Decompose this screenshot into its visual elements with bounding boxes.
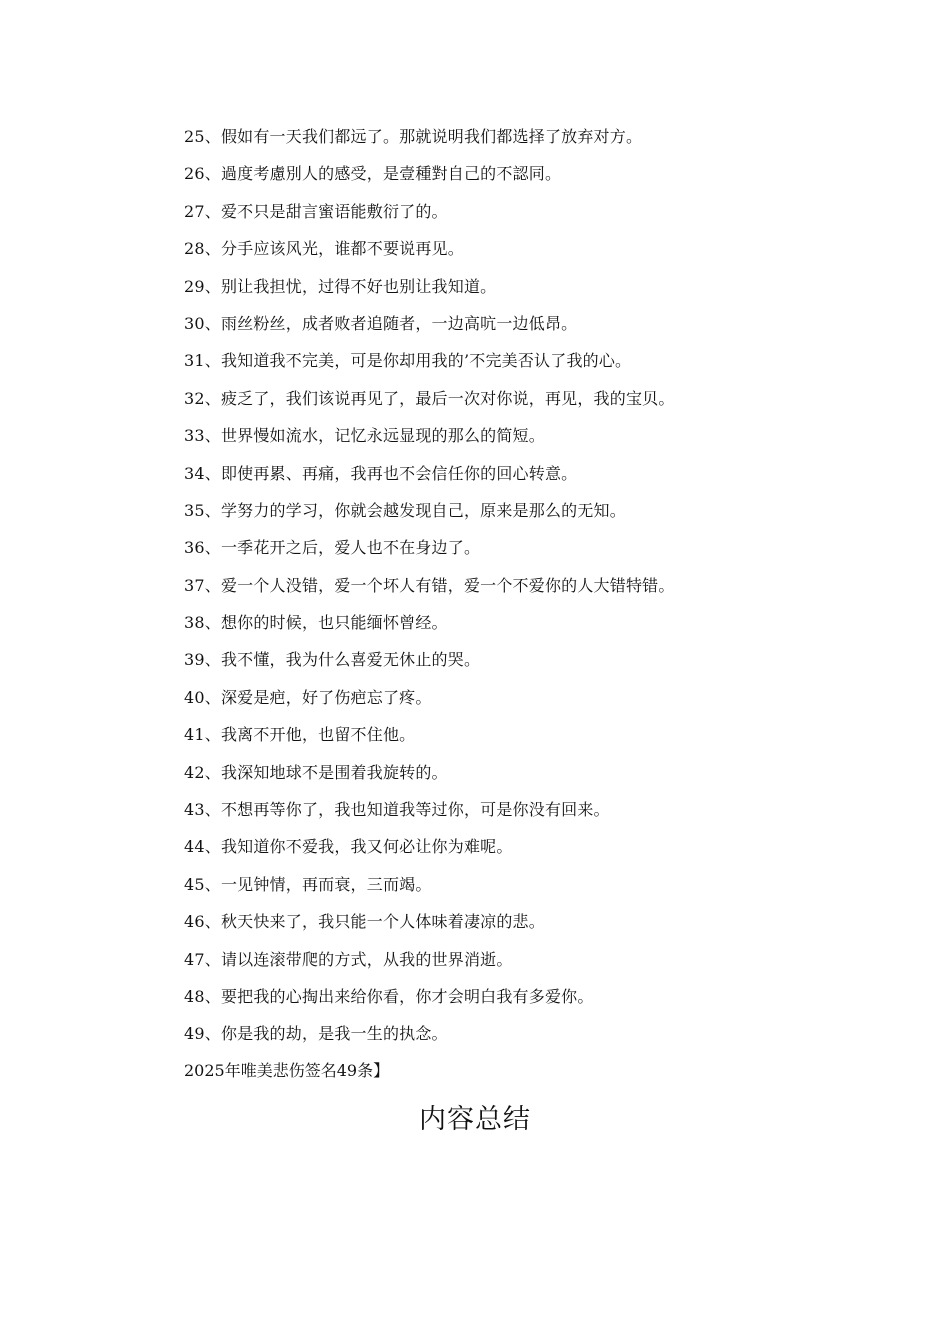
list-item: 38、想你的时候，也只能缅怀曾经。 — [184, 613, 448, 633]
list-item: 39、我不懂，我为什么喜爱无休止的哭。 — [184, 650, 481, 670]
list-item: 49、你是我的劫，是我一生的执念。 — [184, 1024, 448, 1044]
list-item: 32、疲乏了，我们该说再见了，最后一次对你说，再见，我的宝贝。 — [184, 388, 675, 408]
list-item: 47、请以连滚带爬的方式，从我的世界消逝。 — [184, 949, 513, 969]
list-item: 40、深爱是疤，好了伤疤忘了疼。 — [184, 687, 432, 707]
list-item: 29、别让我担忧，过得不好也别让我知道。 — [184, 276, 497, 296]
summary-heading: 内容总结 — [419, 1104, 531, 1135]
list-item: 35、学努力的学习，你就会越发现自己，原来是那么的无知。 — [184, 500, 626, 520]
list-item: 33、世界慢如流水，记忆永远显现的那么的简短。 — [184, 426, 545, 446]
list-item: 48、要把我的心掏出来给你看，你才会明白我有多爱你。 — [184, 986, 594, 1006]
list-item: 27、爱不只是甜言蜜语能敷衍了的。 — [184, 201, 448, 221]
list-item: 37、爱一个人没错，爱一个坏人有错，爱一个不爱你的人大错特错。 — [184, 575, 675, 595]
list-item: 31、我知道我不完美，可是你却用我的’不完美否认了我的心。 — [184, 351, 632, 371]
quote-list — [184, 124, 884, 1059]
list-item: 25、假如有一天我们都远了。那就说明我们都选择了放弃对方。 — [184, 127, 643, 146]
list-item: 26、過度考慮別人的感受，是壹種對自己的不認同。 — [184, 164, 562, 184]
list-item: 45、一见钟情，再而衰，三而竭。 — [184, 874, 432, 894]
list-item: 36、一季花开之后，爱人也不在身边了。 — [184, 538, 481, 558]
list-item: 42、我深知地球不是围着我旋转的。 — [184, 762, 448, 782]
document-footer-line: 2025年唯美悲伤签名49条】 — [184, 1061, 390, 1080]
list-item: 41、我离不开他，也留不住他。 — [184, 725, 416, 745]
list-item: 28、分手应该风光，谁都不要说再见。 — [184, 239, 464, 259]
list-item: 43、不想再等你了，我也知道我等过你，可是你没有回来。 — [184, 800, 610, 820]
list-item: 46、秋天快来了，我只能一个人体味着凄凉的悲。 — [184, 912, 545, 932]
list-item: 44、我知道你不爱我，我又何必让你为难呢。 — [184, 837, 513, 857]
list-item: 34、即使再累、再痛，我再也不会信任你的回心转意。 — [184, 463, 578, 483]
list-item: 30、雨丝粉丝，成者败者追随者，一边高吭一边低昂。 — [184, 313, 578, 333]
